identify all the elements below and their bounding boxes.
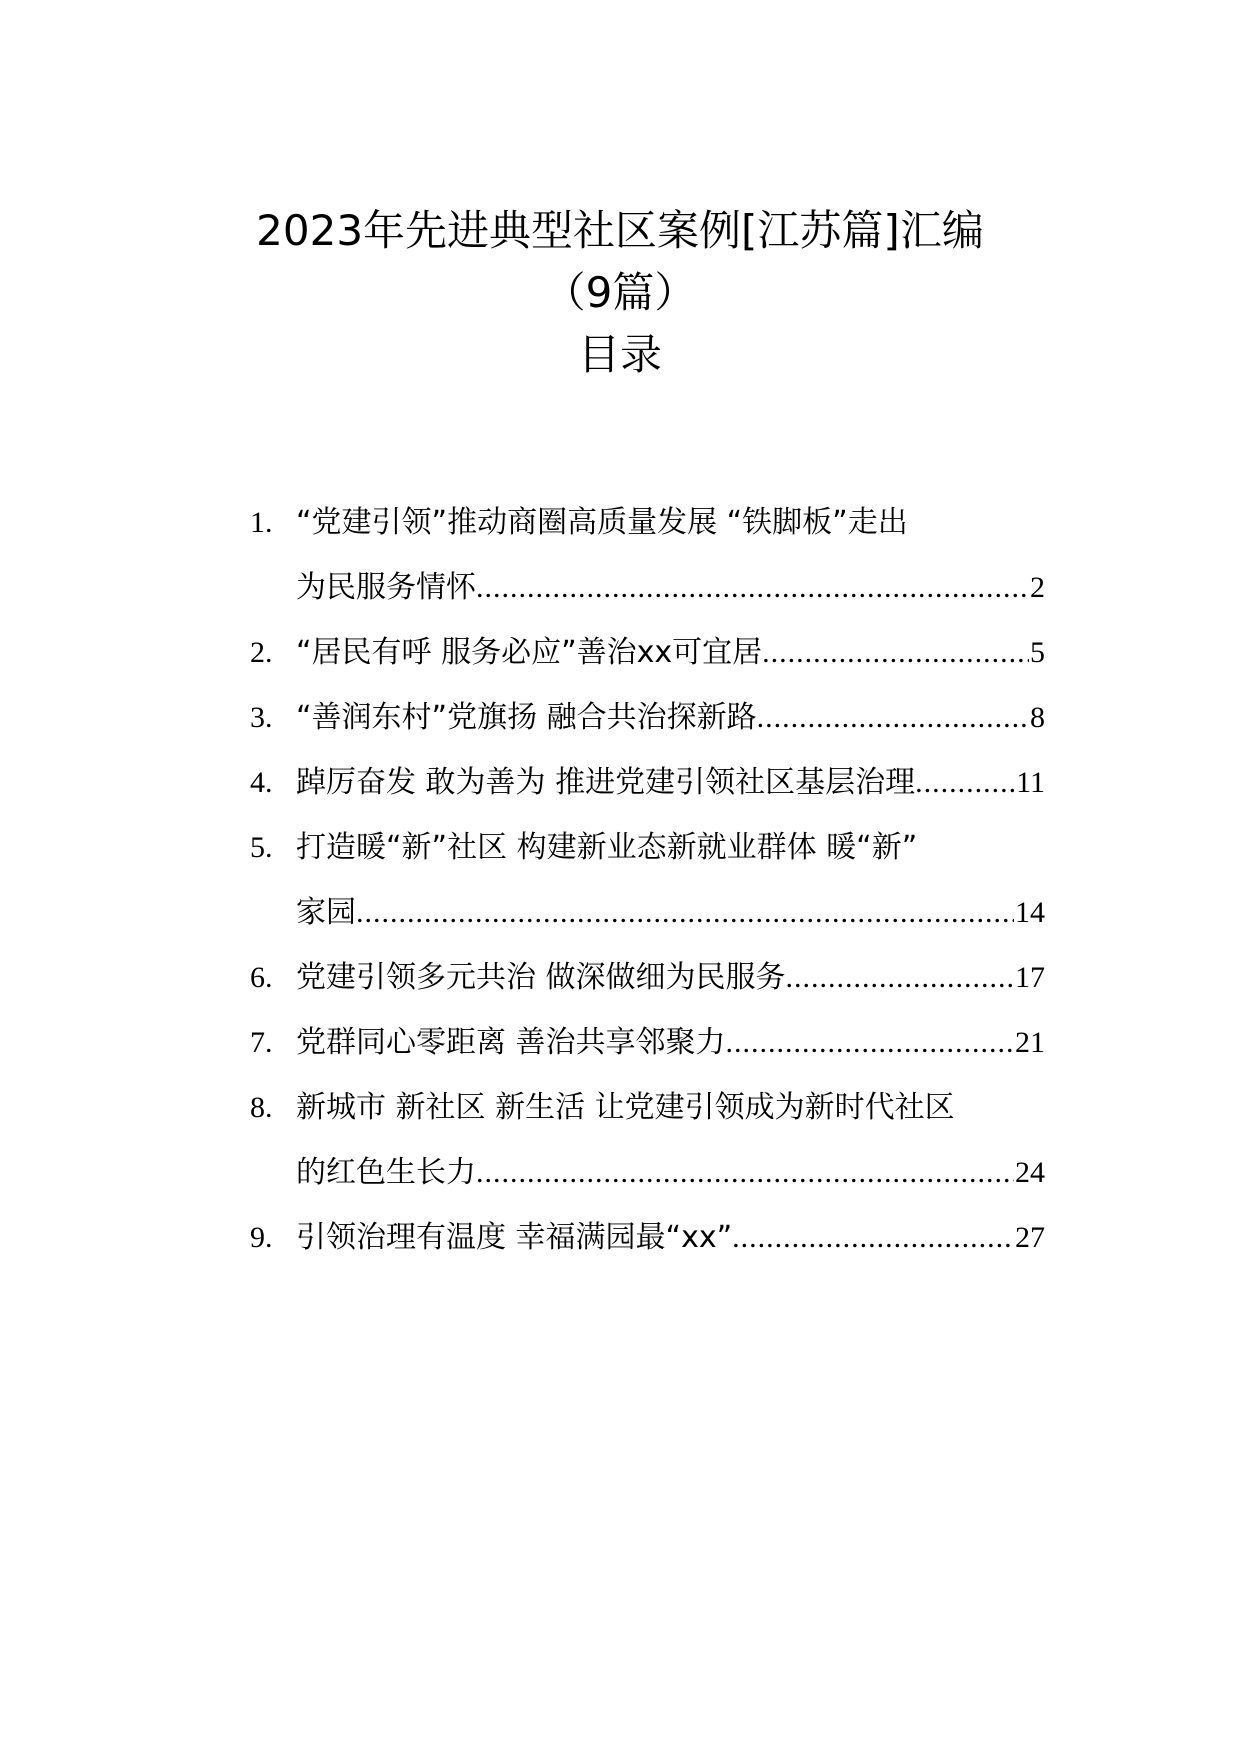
toc-entry[interactable] [250, 620, 1045, 685]
toc-entry-title: 打造暖“新”社区 构建新业态新就业群体 暖“新” [296, 830, 918, 865]
title-block [0, 200, 1240, 386]
toc-entry[interactable] [250, 750, 1045, 815]
document-subtitle: （9篇） [543, 268, 697, 317]
toc-entry-body [296, 815, 1045, 945]
toc-leader-dots [757, 685, 1029, 750]
toc-entry-number: 3. [250, 701, 273, 734]
table-of-contents [250, 490, 1045, 1270]
toc-entry-line [296, 945, 1045, 1010]
toc-entry-title: “居民有呼 服务必应”善治xx可宜居 [296, 635, 763, 670]
toc-entry-line [296, 555, 1045, 620]
toc-entry-body [296, 490, 1045, 620]
toc-entry-line [296, 685, 1045, 750]
toc-leader-dots [726, 1010, 1014, 1075]
toc-entry-line [296, 1205, 1045, 1270]
toc-entry-title: 踔厉奋发 敢为善为 推进党建引领社区基层治理 [296, 765, 916, 800]
toc-entry[interactable] [250, 685, 1045, 750]
toc-leader-dots [476, 1140, 1014, 1205]
toc-entry-body [296, 1205, 1045, 1270]
toc-entry-number: 2. [250, 636, 273, 669]
toc-entry[interactable] [250, 1205, 1045, 1270]
document-title: 2023年先进典型社区案例[江苏篇]汇编 [256, 206, 984, 255]
toc-entry-number: 8. [250, 1091, 273, 1124]
toc-page-number: 8 [1030, 701, 1045, 734]
toc-page-number: 5 [1030, 636, 1045, 669]
toc-entry-line [296, 620, 1045, 685]
toc-entry[interactable] [250, 1075, 1045, 1205]
toc-entry-title: 党建引领多元共治 做深做细为民服务 [296, 960, 786, 995]
toc-entry[interactable] [250, 815, 1045, 945]
toc-heading: 目录 [577, 330, 662, 379]
toc-leader-dots [732, 1205, 1014, 1270]
toc-entry-number: 7. [250, 1026, 273, 1059]
toc-page-number: 14 [1015, 896, 1045, 929]
toc-entry-number: 6. [250, 961, 273, 994]
toc-leader-dots [915, 750, 1015, 815]
toc-entry-title: 引领治理有温度 幸福满园最“xx” [296, 1220, 733, 1255]
toc-entry-title: “党建引领”推动商圈高质量发展 “铁脚板”走出 [296, 505, 908, 540]
toc-entry-line [296, 1075, 1045, 1140]
toc-entry-line [296, 1140, 1045, 1205]
toc-leader-dots [356, 880, 1014, 945]
toc-page-number: 21 [1015, 1026, 1045, 1059]
toc-entry-body [296, 945, 1045, 1010]
toc-entry-title: 为民服务情怀 [296, 570, 476, 605]
toc-entry-line [296, 815, 1045, 880]
toc-entry-title: 的红色生长力 [296, 1155, 476, 1190]
toc-entry[interactable] [250, 1010, 1045, 1075]
toc-entry-line [296, 490, 1045, 555]
toc-entry-number: 5. [250, 831, 273, 864]
toc-page-number: 17 [1015, 961, 1045, 994]
toc-entry-title: 家园 [296, 895, 356, 930]
toc-entry-number: 1. [250, 506, 273, 539]
toc-entry-line [296, 750, 1045, 815]
toc-page-number: 27 [1015, 1221, 1045, 1254]
toc-page-number: 11 [1016, 766, 1045, 799]
toc-leader-dots [786, 945, 1014, 1010]
toc-entry-body [296, 685, 1045, 750]
toc-entry-body [296, 750, 1045, 815]
toc-leader-dots [762, 620, 1029, 685]
toc-entry[interactable] [250, 490, 1045, 620]
toc-entry-title: 新城市 新社区 新生活 让党建引领成为新时代社区 [296, 1090, 955, 1125]
toc-entry-line [296, 880, 1045, 945]
toc-entry-number: 4. [250, 766, 273, 799]
toc-leader-dots [476, 555, 1029, 620]
toc-entry-title: 党群同心零距离 善治共享邻聚力 [296, 1025, 726, 1060]
toc-entry-number: 9. [250, 1221, 273, 1254]
toc-entry-body [296, 620, 1045, 685]
toc-entry-body [296, 1075, 1045, 1205]
toc-entry[interactable] [250, 945, 1045, 1010]
toc-entry-body [296, 1010, 1045, 1075]
toc-entry-line [296, 1010, 1045, 1075]
toc-entry-title: “善润东村”党旗扬 融合共治探新路 [296, 700, 757, 735]
toc-page-number: 2 [1030, 571, 1045, 604]
toc-page-number: 24 [1015, 1156, 1045, 1189]
